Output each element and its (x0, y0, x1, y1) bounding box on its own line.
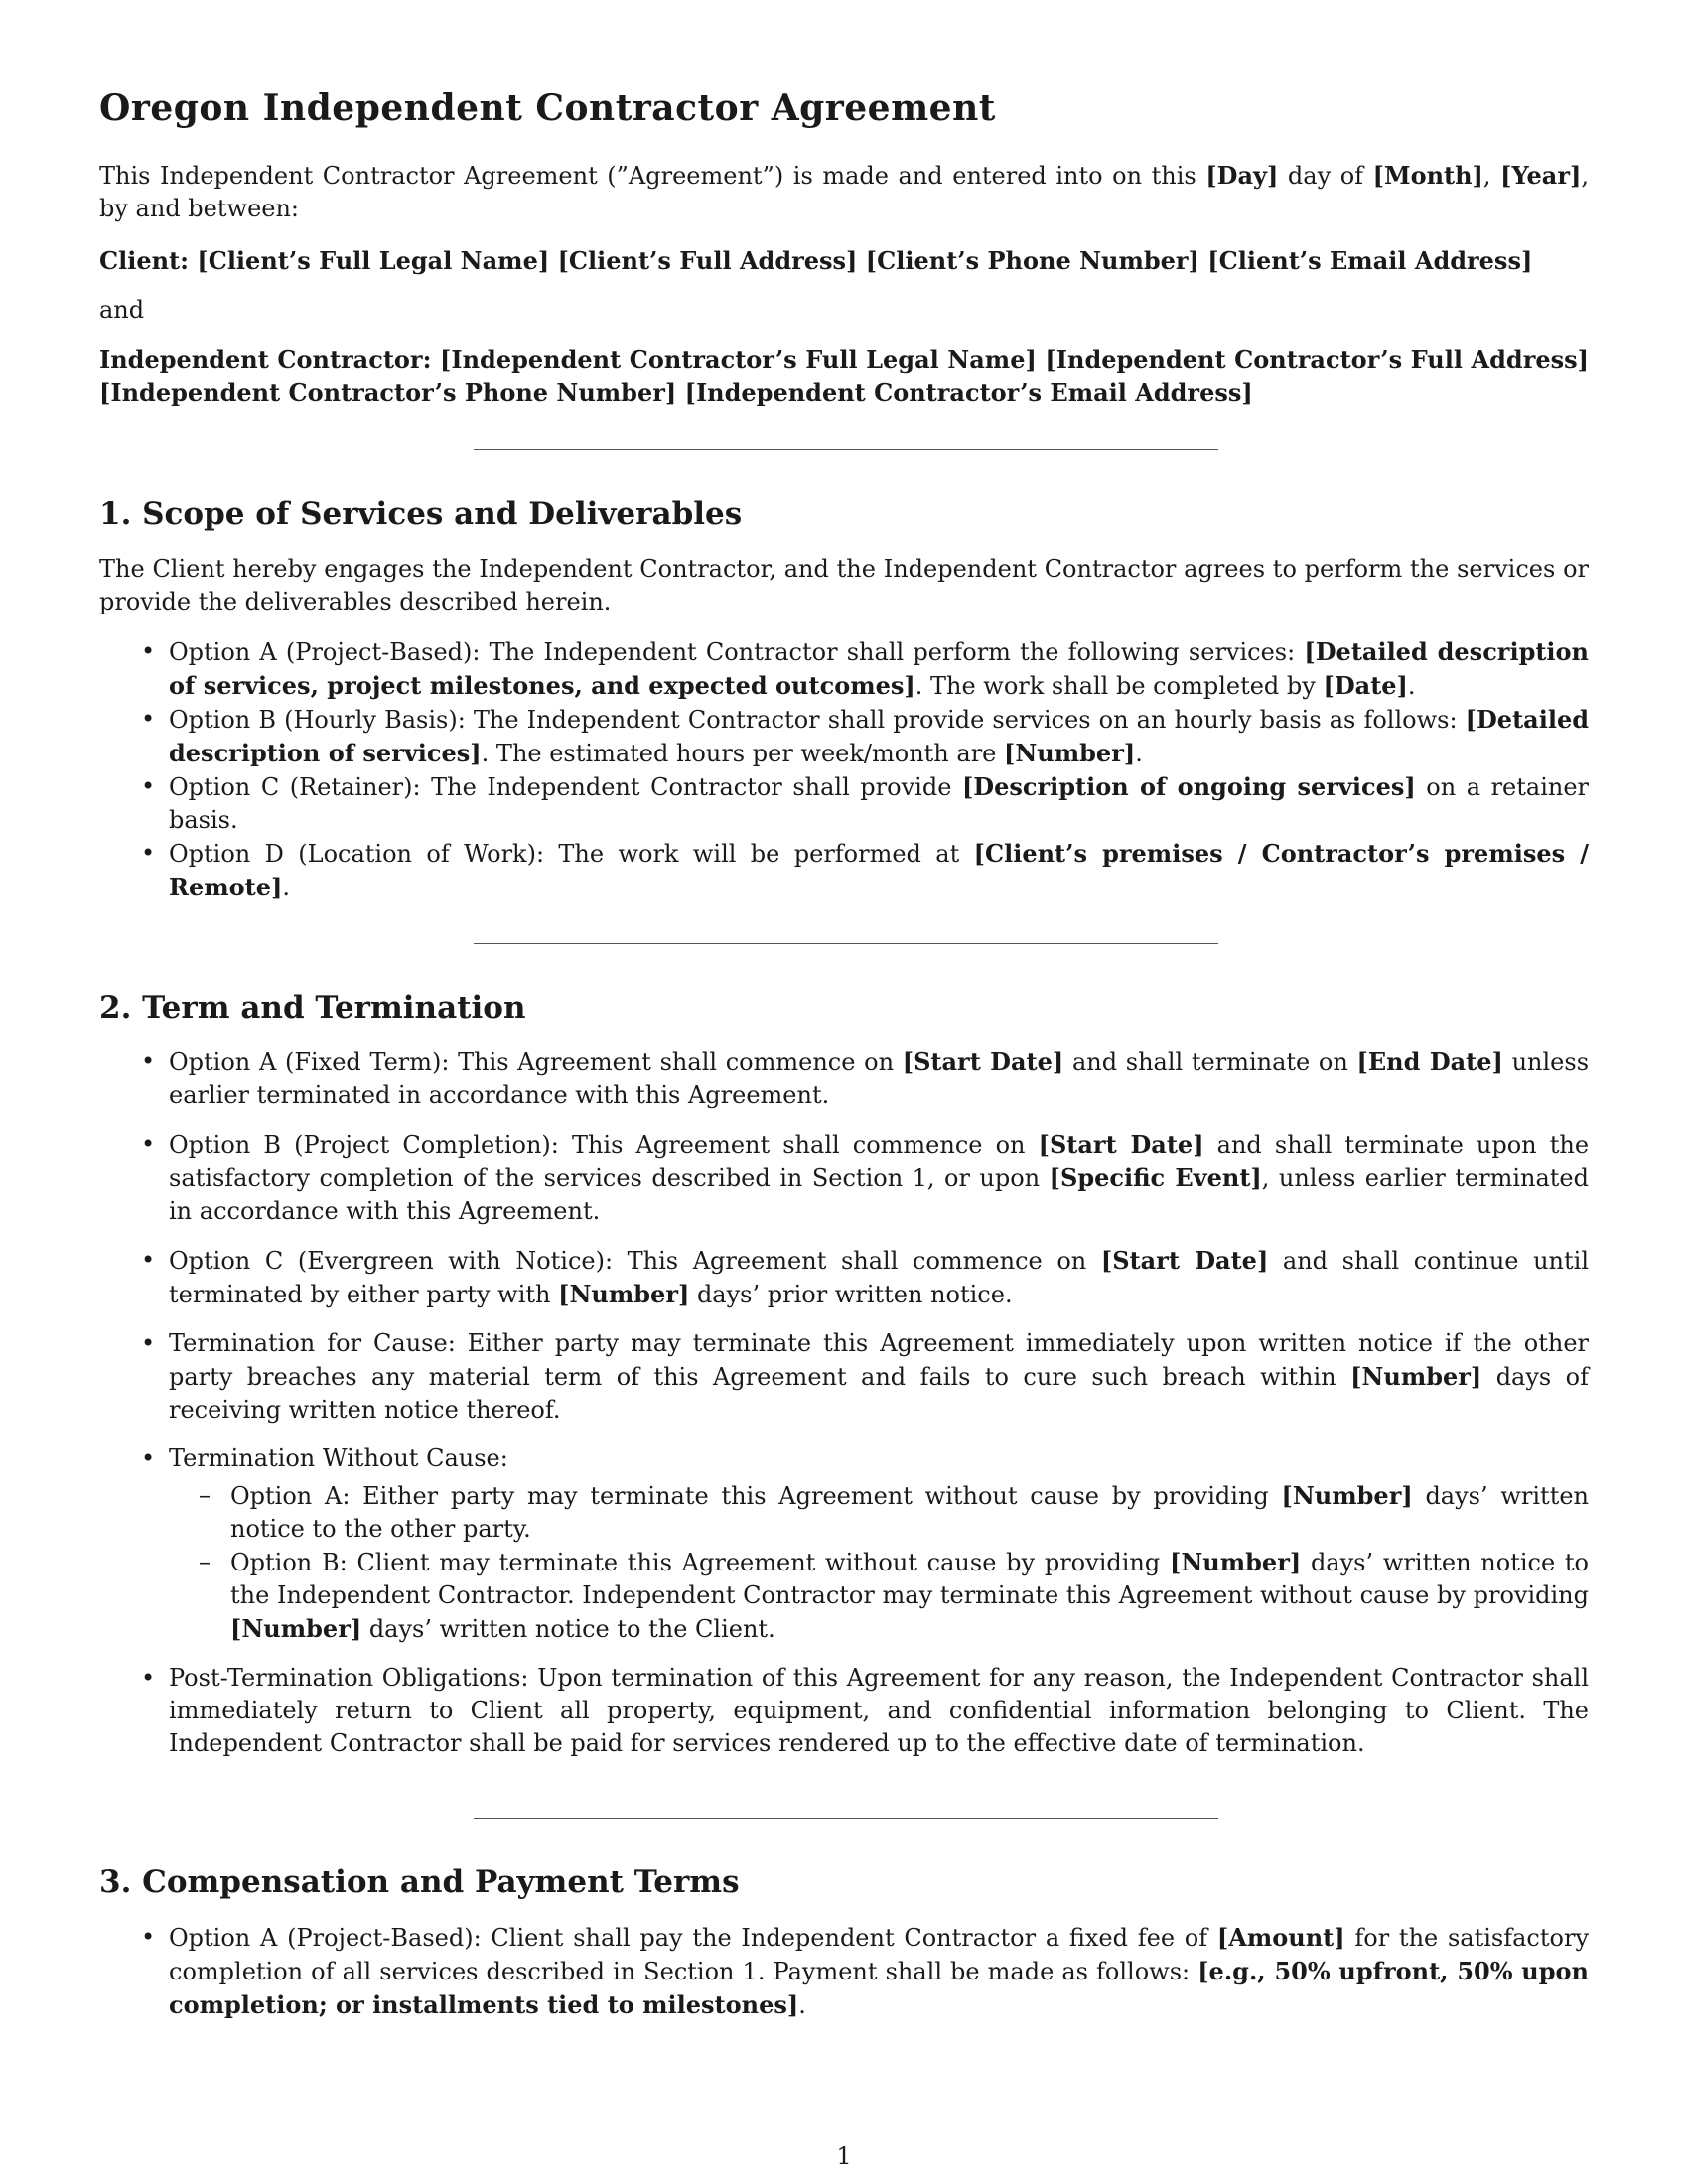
list-item (99, 770, 1589, 837)
sub-list-item (169, 1479, 1589, 1546)
item-text: days’ written notice to the other party. (230, 1482, 1590, 1543)
item-text: . (1407, 672, 1416, 700)
item-text: . The estimated hours per week/month are (481, 740, 1005, 767)
intro-text: This Independent Contractor Agreement (”Agreement”) is made and entered into on this (99, 162, 1206, 190)
item-text: days’ prior written notice. (689, 1281, 1013, 1308)
placeholder-text: [Number] (558, 1280, 690, 1308)
document-title: Oregon Independent Contractor Agreement (99, 87, 996, 129)
item-text: Option A: Either party may terminate this Agreement without cause by providing (230, 1482, 1282, 1510)
list-item (99, 1327, 1589, 1427)
item-text: Option A (Project-Based): Client shall pay the Independent Contractor a fixed fee of (169, 1924, 1217, 1952)
client-phone-placeholder: [Client’s Phone Number] (865, 246, 1199, 275)
list-item (99, 1244, 1589, 1311)
item-text: and shall terminate upon the satisfactory completion of the services described in Section 1, or upon (169, 1131, 1590, 1192)
item-text: for the satisfactory completion of all services described in Section 1. Payment shall be made as follows: (169, 1924, 1590, 1985)
document-page (99, 0, 1589, 2184)
section-divider (474, 449, 1218, 450)
section-divider (474, 943, 1218, 944)
month-placeholder: [Month] (1372, 161, 1483, 190)
list-item (99, 703, 1589, 770)
section-2-heading: 2. Term and Termination (99, 990, 526, 1025)
placeholder-text: [e.g., 50% upfront, 50% upon completion; or installments tied to milestones] (169, 1957, 1589, 2019)
section-3-options-list (99, 1921, 1589, 2022)
contractor-email-placeholder: [Independent Contractor’s Email Address] (684, 378, 1253, 407)
item-text: Option C (Retainer): The Independent Contractor shall provide (169, 773, 962, 801)
item-text: Termination Without Cause: (169, 1444, 508, 1472)
item-text: Option B: Client may terminate this Agreement without cause by providing (230, 1549, 1170, 1576)
intro-text: day of (1278, 162, 1373, 190)
item-text: Termination for Cause: Either party may terminate this Agreement immediately upon written notice if the other party breaches any material term of this Agreement and fails to cure such breach within (169, 1329, 1589, 1391)
placeholder-text: [Number] (230, 1614, 362, 1643)
item-text: Post-Termination Obligations: Upon termination of this Agreement for any reason, the Independent Contractor shall immediately return to Client all property, equipment, and confidential information belonging to Client. The Independent Contractor shall be paid for services rendered up to the effective date of termination. (169, 1664, 1589, 1757)
placeholder-text: [Description of ongoing services] (961, 772, 1416, 801)
placeholder-text: [Start Date] (1038, 1130, 1204, 1159)
placeholder-text: [End Date] (1356, 1047, 1503, 1076)
client-block (99, 244, 1589, 277)
client-email-placeholder: [Client’s Email Address] (1207, 246, 1533, 275)
item-text: Option B (Hourly Basis): The Independent Contractor shall provide services on an hourly basis as follows: (169, 706, 1466, 734)
contractor-address-placeholder: [Independent Contractor’s Full Address] (1045, 345, 1590, 374)
list-item (99, 1128, 1589, 1228)
day-placeholder: [Day] (1205, 161, 1279, 190)
list-item (99, 1921, 1589, 2022)
section-divider (474, 1818, 1218, 1819)
list-item (99, 837, 1589, 904)
list-item (99, 1442, 1589, 1646)
item-text: days’ written notice to the Client. (361, 1615, 775, 1643)
intro-text: , (1482, 162, 1501, 190)
item-text: and shall continue until terminated by either party with (169, 1247, 1589, 1308)
item-text: Option C (Evergreen with Notice): This Agreement shall commence on (169, 1247, 1101, 1275)
list-item (99, 1045, 1589, 1112)
intro-paragraph (99, 159, 1589, 225)
placeholder-text: [Amount] (1216, 1923, 1345, 1952)
list-item (99, 635, 1589, 703)
contractor-block (99, 343, 1589, 409)
page-number: 1 (836, 2142, 852, 2170)
section-1-intro: The Client hereby engages the Independent Contractor, and the Independent Contractor agrees to perform the services or provide the deliverables described herein. (99, 555, 1589, 615)
item-text: , unless earlier terminated in accordance with this Agreement. (169, 1164, 1589, 1225)
contractor-phone-placeholder: [Independent Contractor’s Phone Number] (99, 378, 677, 407)
placeholder-text: [Detailed description of services, project milestones, and expected outcomes] (169, 637, 1590, 700)
client-address-placeholder: [Client’s Full Address] (557, 246, 858, 275)
item-text: unless earlier terminated in accordance with this Agreement. (169, 1048, 1590, 1109)
without-cause-sublist (169, 1479, 1589, 1646)
item-text: . (282, 874, 290, 901)
placeholder-text: [Detailed description of services] (169, 705, 1589, 767)
list-item (99, 1662, 1589, 1760)
item-text: Option A (Fixed Term): This Agreement shall commence on (169, 1048, 903, 1076)
contractor-label: Independent Contractor: (99, 345, 432, 374)
item-text: Option A (Project-Based): The Independent Contractor shall perform the following services: (169, 638, 1305, 666)
intro-text: , by and between: (99, 162, 1589, 222)
and-text: and (99, 296, 145, 324)
item-text: days’ written notice to the Independent Contractor. Independent Contractor may terminate this Agreement without cause by providing (230, 1549, 1590, 1609)
client-label: Client: (99, 246, 189, 275)
section-1-options-list (99, 635, 1589, 904)
item-text: on a retainer basis. (169, 773, 1590, 834)
sub-list-item (169, 1546, 1589, 1646)
placeholder-text: [Date] (1323, 671, 1408, 700)
placeholder-text: [Client’s premises / Contractor’s premises / Remote] (169, 839, 1590, 901)
placeholder-text: [Start Date] (902, 1047, 1064, 1076)
section-1-heading: 1. Scope of Services and Deliverables (99, 496, 743, 532)
placeholder-text: [Start Date] (1100, 1246, 1269, 1275)
placeholder-text: [Number] (1281, 1481, 1413, 1510)
item-text: . (798, 1991, 806, 2019)
item-text: Option D (Location of Work): The work will be performed at (169, 840, 974, 868)
section-2-options-list (99, 1045, 1589, 1760)
item-text: days of receiving written notice thereof. (169, 1363, 1589, 1424)
placeholder-text: [Number] (1350, 1362, 1482, 1391)
placeholder-text: [Number] (1170, 1548, 1302, 1576)
item-text: . The work shall be completed by (914, 672, 1324, 700)
placeholder-text: [Number] (1004, 739, 1136, 767)
client-name-placeholder: [Client’s Full Legal Name] (197, 246, 550, 275)
item-text: . (1135, 740, 1143, 767)
year-placeholder: [Year] (1500, 161, 1582, 190)
item-text: Option B (Project Completion): This Agreement shall commence on (169, 1131, 1039, 1159)
item-text: and shall terminate on (1063, 1048, 1357, 1076)
section-3-heading: 3. Compensation and Payment Terms (99, 1864, 740, 1900)
placeholder-text: [Specific Event] (1049, 1163, 1262, 1192)
contractor-name-placeholder: [Independent Contractor’s Full Legal Name] (440, 345, 1037, 374)
